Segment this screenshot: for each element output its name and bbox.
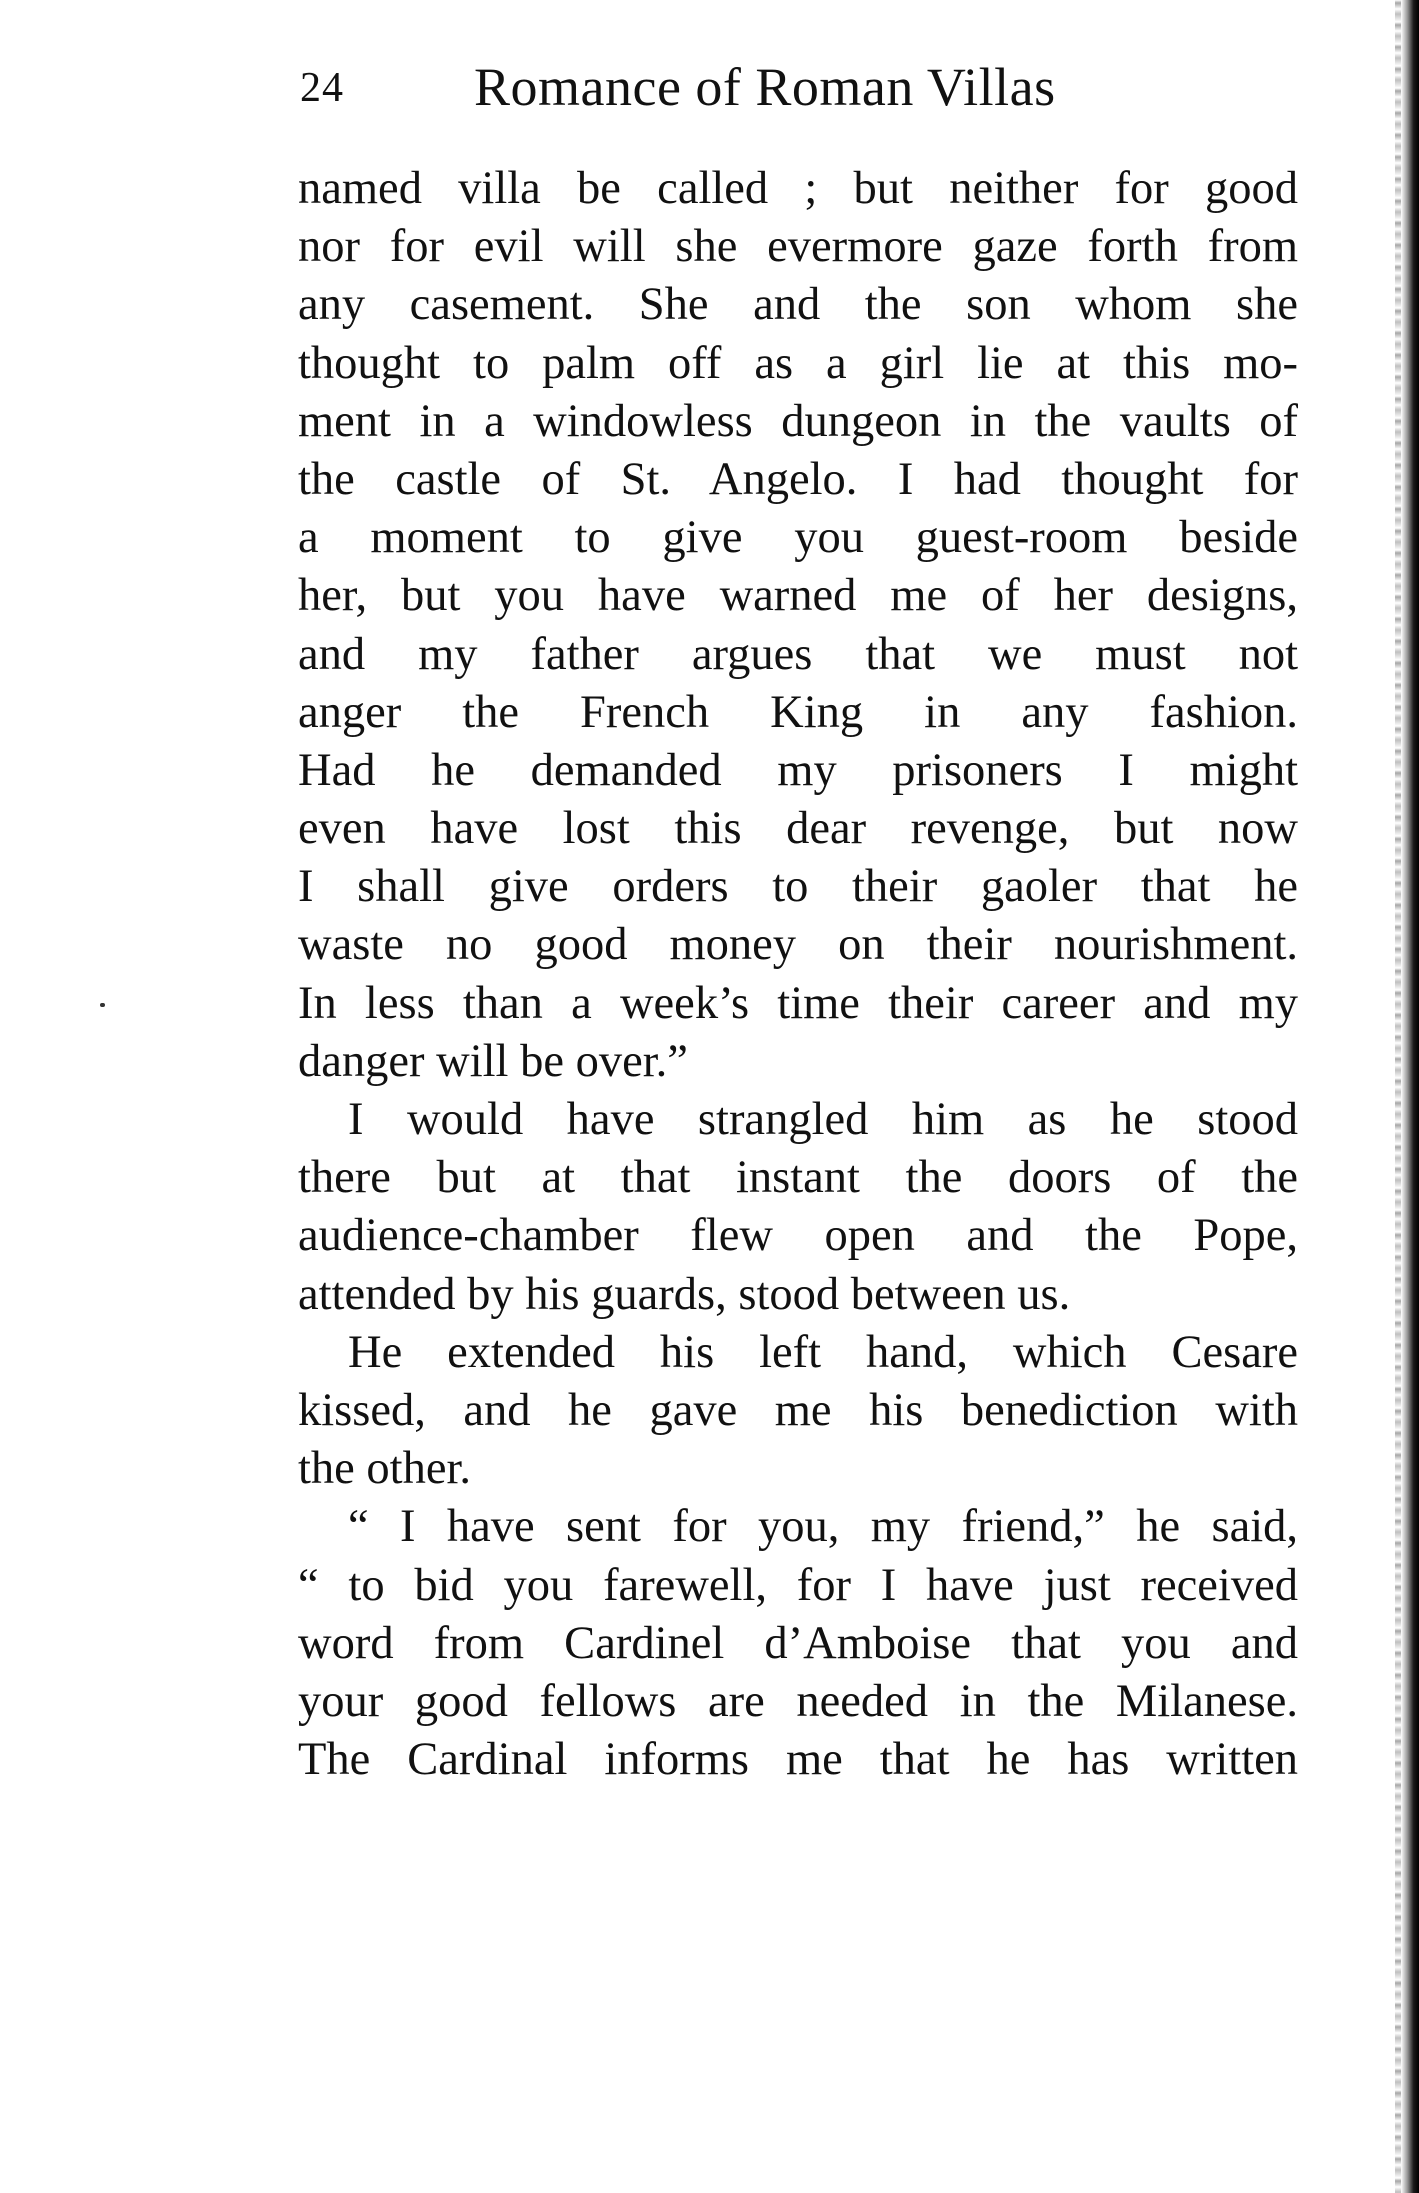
text-line: even have lost this dear revenge, but now xyxy=(298,803,1298,855)
running-title: Romance of Roman Villas xyxy=(474,57,1056,117)
page-number: 24 xyxy=(300,65,344,111)
text-line: thought to palm off as a girl lie at this mo- xyxy=(298,337,1298,389)
text-line: the other. xyxy=(298,1443,472,1495)
text-line: I would have strangled him as he stood xyxy=(348,1094,1298,1145)
text-line: named villa be called ; but neither for good xyxy=(298,163,1298,214)
paragraph xyxy=(298,1324,1298,1499)
text-line: word from Cardinel d’Amboise that you and xyxy=(298,1617,1298,1669)
text-line: The Cardinal informs me that he has written xyxy=(298,1734,1298,1786)
text-line: ment in a windowless dungeon in the vaults of xyxy=(298,395,1298,447)
paragraph xyxy=(298,1091,1298,1324)
page-header xyxy=(300,56,1300,126)
text-line: I shall give orders to their gaoler that he xyxy=(298,861,1298,913)
text-line: Had he demanded my prisoners I might xyxy=(298,744,1298,796)
text-line: He extended his left hand, which Cesare xyxy=(348,1326,1298,1378)
text-line: attended by his guards, stood between us. xyxy=(298,1268,1071,1320)
paragraph xyxy=(298,1498,1298,1789)
text-line: nor for evil will she evermore gaze forth from xyxy=(298,221,1298,273)
page-edge-shadow xyxy=(1401,0,1419,2193)
text-line: a moment to give you guest-room beside xyxy=(298,512,1298,564)
text-line: waste no good money on their nourishment. xyxy=(298,919,1298,971)
text-line: In less than a week’s time their career and my xyxy=(298,977,1298,1029)
text-line: “ to bid you farewell, for I have just received xyxy=(298,1559,1298,1611)
text-line: there but at that instant the doors of the xyxy=(298,1152,1298,1204)
text-line: your good fellows are needed in the Milanese. xyxy=(298,1675,1298,1727)
text-line: any casement. She and the son whom she xyxy=(298,279,1298,331)
text-line: danger will be over.” xyxy=(298,1035,688,1087)
text-line: “ I have sent for you, my friend,” he said, xyxy=(348,1501,1298,1553)
text-line: the castle of St. Angelo. I had thought for xyxy=(298,453,1298,505)
body-text xyxy=(298,160,1298,1789)
paragraph xyxy=(298,160,1298,1091)
text-line: audience-chamber flew open and the Pope, xyxy=(298,1210,1298,1262)
text-line: her, but you have warned me of her designs, xyxy=(298,570,1298,622)
stray-ink-mark xyxy=(100,1003,105,1007)
text-line: anger the French King in any fashion. xyxy=(298,686,1298,738)
text-line: kissed, and he gave me his benediction with xyxy=(298,1384,1298,1436)
text-line: and my father argues that we must not xyxy=(298,628,1298,680)
